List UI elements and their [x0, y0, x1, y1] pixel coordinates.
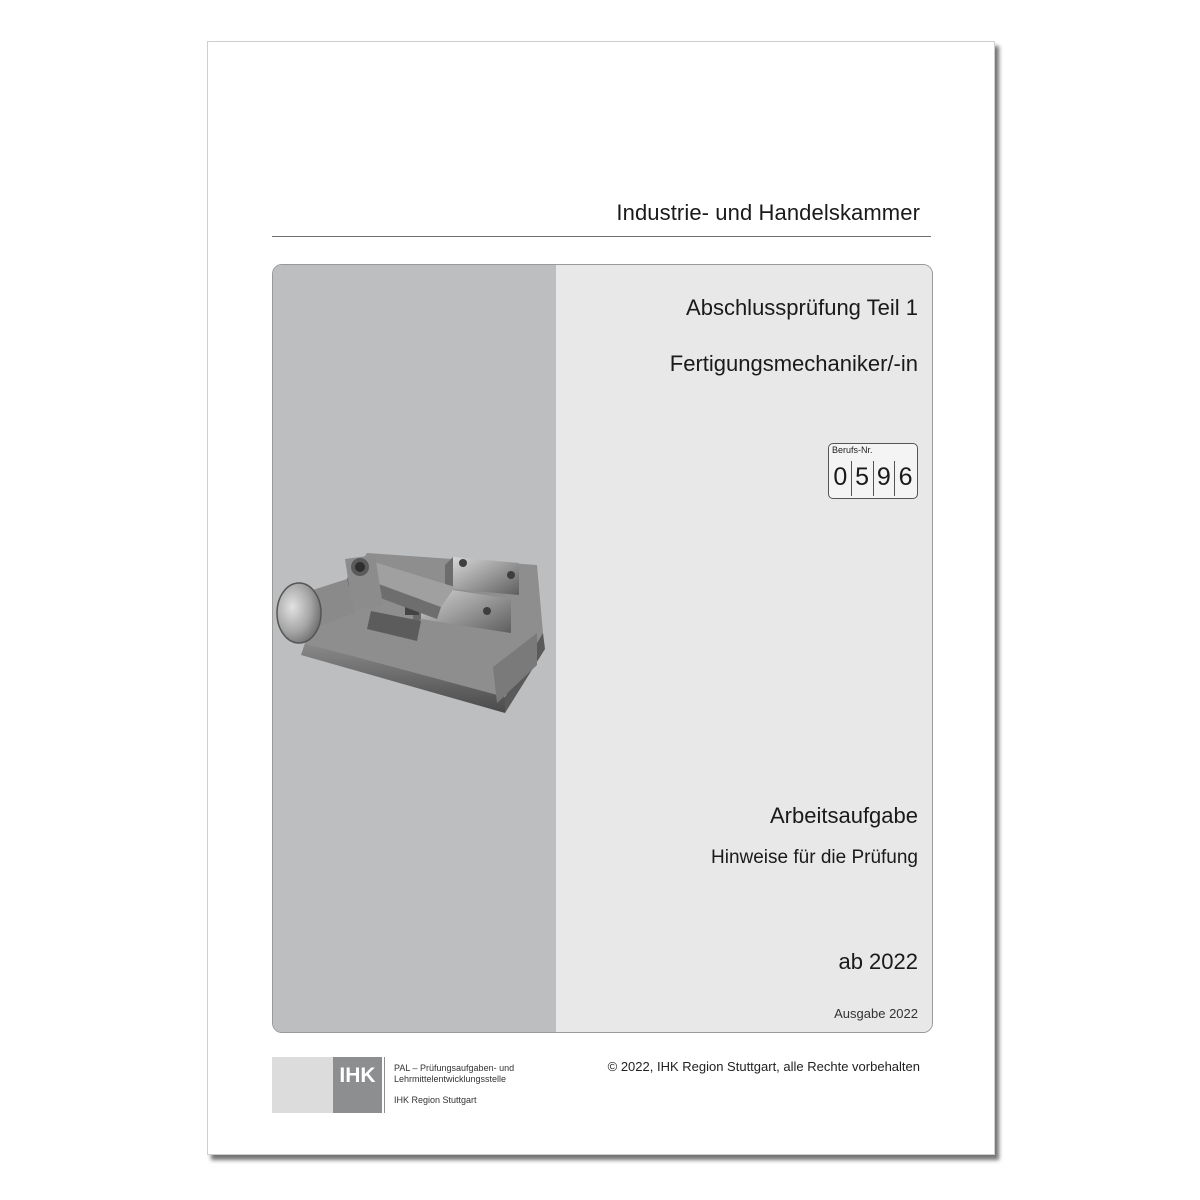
- copyright-notice: © 2022, IHK Region Stuttgart, alle Rechte vorbehalten: [607, 1059, 920, 1074]
- logo-text-line: Lehrmittelentwicklungsstelle: [394, 1074, 507, 1084]
- occupation-number-digits: [830, 461, 916, 496]
- occupation-title: Fertigungsmechaniker/-in: [669, 351, 918, 376]
- edition-label: Ausgabe 2022: [834, 1006, 918, 1021]
- occupation-number-digit: 0: [833, 463, 848, 491]
- exam-title: Abschlussprüfung Teil 1: [686, 295, 918, 320]
- document-cover-page: [207, 41, 995, 1155]
- occupation-number-digit: 9: [873, 461, 895, 496]
- task-title: Arbeitsaufgabe: [770, 803, 918, 828]
- logo-text-line: IHK Region Stuttgart: [394, 1095, 477, 1105]
- workpiece-photo: [275, 515, 553, 715]
- publisher-title: Industrie- und Handelskammer: [616, 200, 920, 225]
- occupation-number-label: Berufs-Nr.: [832, 445, 873, 455]
- photo-column: [273, 265, 556, 1032]
- ihk-logo-mark: IHK: [333, 1057, 382, 1113]
- logo-divider: [384, 1057, 385, 1113]
- occupation-number-box: [828, 443, 918, 499]
- task-subtitle: Hinweise für die Prüfung: [711, 847, 918, 868]
- ihk-pal-logo: [272, 1057, 582, 1113]
- title-column: [556, 265, 932, 1032]
- header-divider: [272, 236, 931, 237]
- logo-text-line: PAL – Prüfungsaufgaben- und: [394, 1063, 515, 1073]
- occupation-number-digit: 5: [851, 461, 873, 496]
- occupation-number-digit: 6: [894, 461, 916, 496]
- cover-panel: [272, 264, 933, 1033]
- valid-from-year: ab 2022: [838, 949, 918, 974]
